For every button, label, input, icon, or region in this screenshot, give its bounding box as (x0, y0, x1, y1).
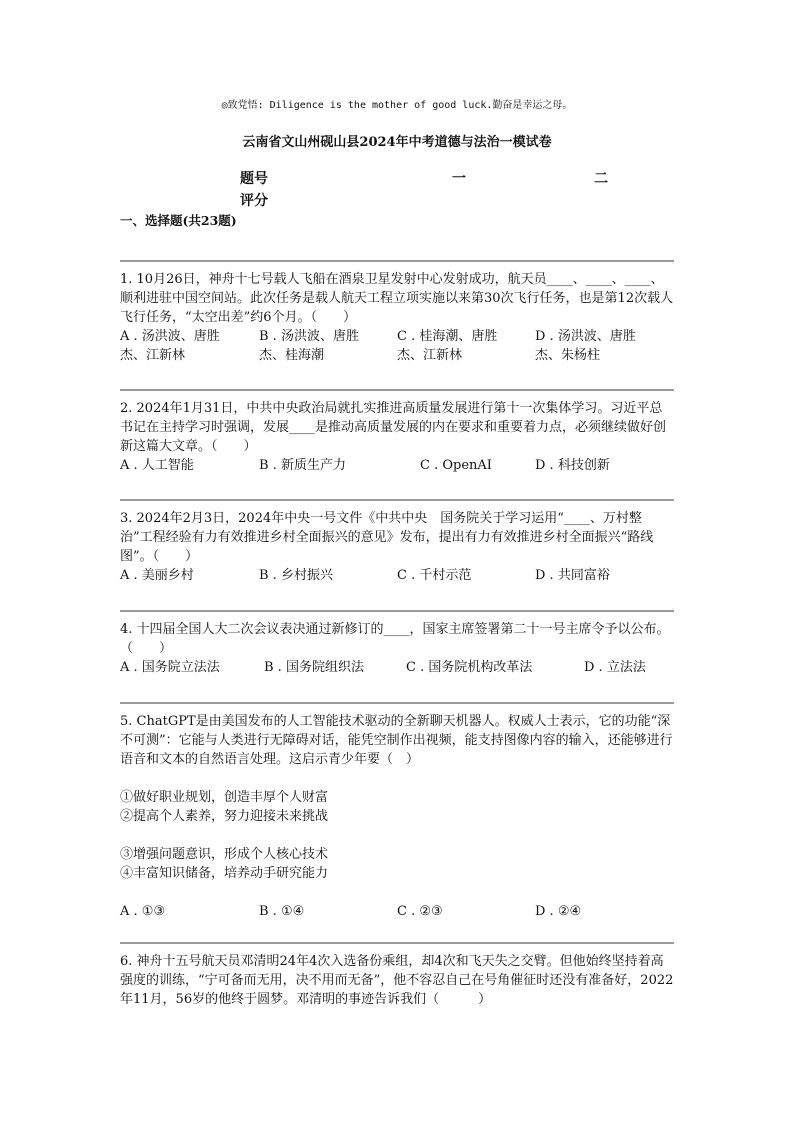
question-stem: 1. 10月26日，神舟十七号载人飞船在酒泉卫星发射中心发射成功，航天员____、____、____、顺利进驻中国空间站。此次任务是载人航天工程立项实施以来第30次飞行任务，也是第12次载人飞行任务，“太空出差”约6个月。（ ） (120, 272, 674, 325)
option-b[interactable]: B . 新质生产力 (259, 458, 346, 473)
section-heading: 一、选择题(共23题) (120, 213, 237, 228)
option-a[interactable]: A . ①③ (120, 904, 166, 919)
score-header-label: 题号 (240, 171, 268, 187)
option-c[interactable]: C . 桂海潮、唐胜 杰、江新林 (397, 329, 498, 363)
option-c[interactable]: C . 千村示范 (397, 568, 472, 583)
options-row (120, 327, 674, 365)
option-b[interactable]: B . ①④ (259, 904, 305, 919)
options-row (120, 658, 674, 677)
option-c[interactable]: C . 国务院机构改革法 (406, 660, 533, 675)
divider (120, 389, 674, 391)
score-header-part1: 一 (452, 171, 466, 187)
option-d[interactable]: D . 立法法 (584, 660, 646, 675)
divider (120, 499, 674, 501)
exam-title: 云南省文山州砚山县2024年中考道德与法治一模试卷 (242, 135, 552, 150)
statement-item: ④丰富知识储备，培养动手研究能力 (120, 866, 329, 881)
option-b[interactable]: B . 乡村振兴 (259, 568, 333, 583)
statement-item: ③增强问题意识，形成个人核心技术 (120, 847, 329, 862)
question-3 (120, 499, 674, 585)
option-b[interactable]: B . 汤洪波、唐胜 杰、桂海潮 (259, 329, 359, 363)
divider (120, 942, 674, 944)
option-d[interactable]: D . 共同富裕 (535, 568, 610, 583)
question-4 (120, 610, 674, 677)
motto-line: ◎致党悟: Diligence is the mother of good luck.勤奋是幸运之母。 (221, 100, 573, 111)
question-2 (120, 389, 674, 475)
option-d[interactable]: D . ②④ (535, 904, 582, 919)
options-row (120, 902, 674, 921)
divider (120, 610, 674, 612)
score-header-part2: 二 (594, 171, 608, 187)
options-row (120, 566, 674, 585)
option-a[interactable]: A . 汤洪波、唐胜 杰、江新林 (120, 329, 220, 363)
score-table (240, 168, 640, 212)
question-stem: 5. ChatGPT是由美国发布的人工智能技术驱动的全新聊天机器人。权威人士表示，它的功能“深不可测”：它能与人类进行无障碍对话，能凭空制作出视频，能支持图像内容的输入，还能够进行语音和文本的自然语言处理。这启示青少年要（ ） (120, 714, 673, 767)
option-c[interactable]: C . ②③ (397, 904, 443, 919)
question-stem: 3. 2024年2月3日，2024年中央一号文件《中共中央 国务院关于学习运用“____、万村整治”工程经验有力有效推进乡村全面振兴的意见》发布，提出有力有效推进乡村全面振兴“路线图”。（ ） (120, 511, 654, 564)
divider (120, 702, 674, 704)
option-b[interactable]: B . 国务院组织法 (264, 660, 364, 675)
option-a[interactable]: A . 美丽乡村 (120, 568, 194, 583)
score-row-label: 评分 (240, 193, 268, 209)
question-stem: 4. 十四届全国人大二次会议表决通过新修订的____，国家主席签署第二十一号主席令予以公布。（ ） (120, 622, 670, 656)
option-a[interactable]: A . 国务院立法法 (120, 660, 220, 675)
option-d[interactable]: D . 科技创新 (535, 458, 610, 473)
statement-item: ②提高个人素养，努力迎接未来挑战 (120, 809, 329, 824)
question-stem: 6. 神舟十五号航天员邓清明24年4次入选备份乘组，却4次和飞天失之交臂。但他始终坚持着高强度的训练，“宁可备而无用，决不用而无备”，他不容忍自己在号角催征时还没有准备好，2022年11月，56岁的他终于圆梦。邓清明的事迹告诉我们（ ） (120, 954, 674, 1007)
options-row (120, 456, 674, 475)
question-stem: 2. 2024年1月31日，中共中央政治局就扎实推进高质量发展进行第十一次集体学习。习近平总书记在主持学习时强调，发展____是推动高质量发展的内在要求和重要着力点，必须继续做好创新这篇大文章。（ ） (120, 401, 667, 454)
question-5 (120, 702, 674, 921)
option-a[interactable]: A . 人工智能 (120, 458, 194, 473)
option-c[interactable]: C . OpenAI (420, 458, 492, 473)
question-1 (120, 260, 674, 365)
divider (120, 260, 674, 262)
statement-item: ①做好职业规划，创造丰厚个人财富 (120, 790, 329, 805)
question-6 (120, 942, 674, 1009)
option-d[interactable]: D . 汤洪波、唐胜 杰、朱杨柱 (535, 329, 636, 363)
